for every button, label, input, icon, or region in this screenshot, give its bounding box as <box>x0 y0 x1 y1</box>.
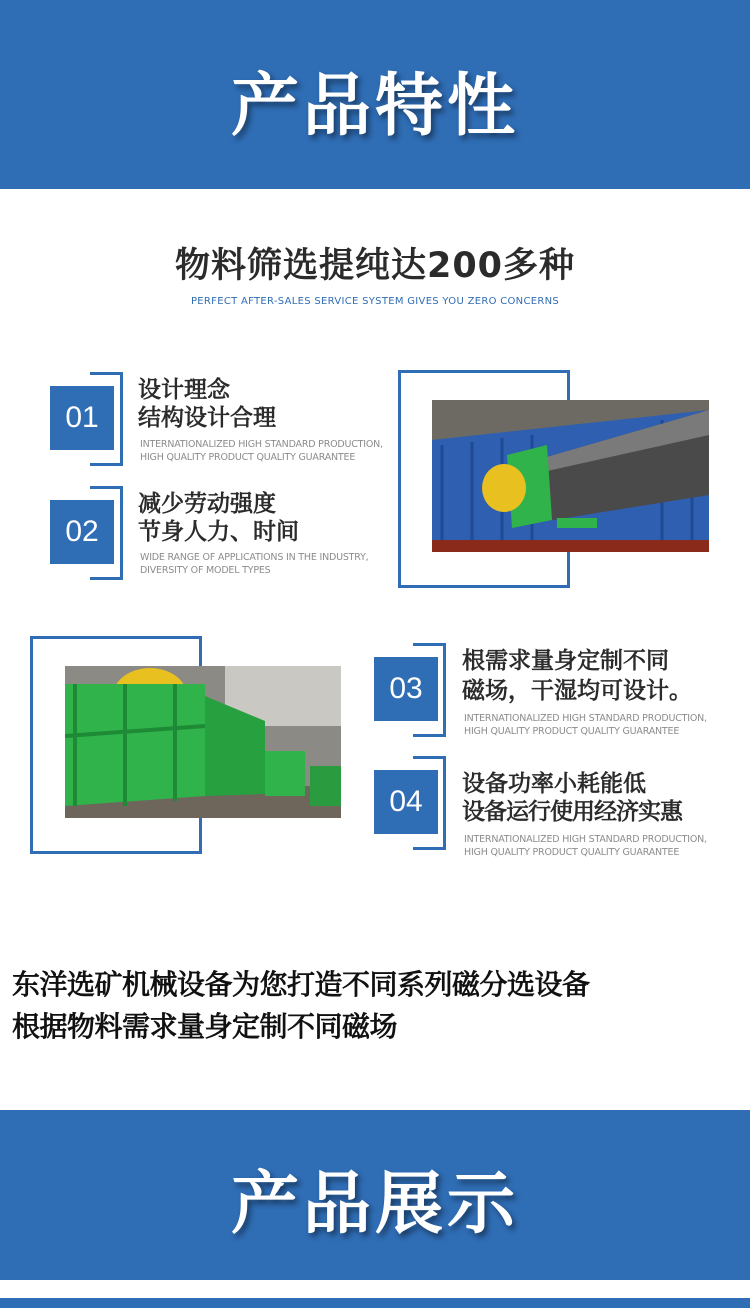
feature-number-03: 03 <box>374 657 438 721</box>
feature-title-02b: 节身人力、时间 <box>138 519 299 545</box>
machine-photo-1 <box>432 400 709 552</box>
feature-title-01b: 结构设计合理 <box>138 405 276 431</box>
feature-title-02a: 减少劳动强度 <box>138 491 276 517</box>
feature-sub-02b: DIVERSITY OF MODEL TYPES <box>140 565 271 576</box>
header-banner <box>0 0 750 189</box>
feature-title-03b: 磁场，干湿均可设计。 <box>462 678 692 704</box>
header-title: 产品特性 <box>230 67 519 146</box>
footer-title: 产品展示 <box>230 1165 519 1244</box>
feature-number-02: 02 <box>50 500 114 564</box>
feature-number-01: 01 <box>50 386 114 450</box>
feature-sub-04b: HIGH QUALITY PRODUCT QUALITY GUARANTEE <box>464 847 680 858</box>
feature-title-03a: 根需求量身定制不同 <box>462 648 669 674</box>
feature-number-04: 04 <box>374 770 438 834</box>
feature-sub-01a: INTERNATIONALIZED HIGH STANDARD PRODUCTION, <box>140 439 383 450</box>
description-line-1: 东洋选矿机械设备为您打造不同系列磁分选设备 <box>12 968 590 1001</box>
bottom-strip <box>0 1298 750 1308</box>
description-line-2: 根据物料需求量身定制不同磁场 <box>12 1010 398 1043</box>
feature-sub-03a: INTERNATIONALIZED HIGH STANDARD PRODUCTION, <box>464 713 707 724</box>
footer-banner <box>0 1110 750 1280</box>
feature-title-01a: 设计理念 <box>138 377 230 403</box>
feature-sub-04a: INTERNATIONALIZED HIGH STANDARD PRODUCTION, <box>464 834 707 845</box>
feature-title-04b: 设备运行使用经济实惠 <box>462 799 682 825</box>
feature-sub-02a: WIDE RANGE OF APPLICATIONS IN THE INDUSTRY, <box>140 552 369 563</box>
machine-photo-2 <box>65 666 341 818</box>
feature-title-04a: 设备功率小耗能低 <box>462 771 646 797</box>
section-subtitle: PERFECT AFTER-SALES SERVICE SYSTEM GIVES YOU ZERO CONCERNS <box>190 296 560 307</box>
feature-sub-01b: HIGH QUALITY PRODUCT QUALITY GUARANTEE <box>140 452 356 463</box>
section-title: 物料筛选提纯达200多种 <box>174 246 576 286</box>
feature-sub-03b: HIGH QUALITY PRODUCT QUALITY GUARANTEE <box>464 726 680 737</box>
